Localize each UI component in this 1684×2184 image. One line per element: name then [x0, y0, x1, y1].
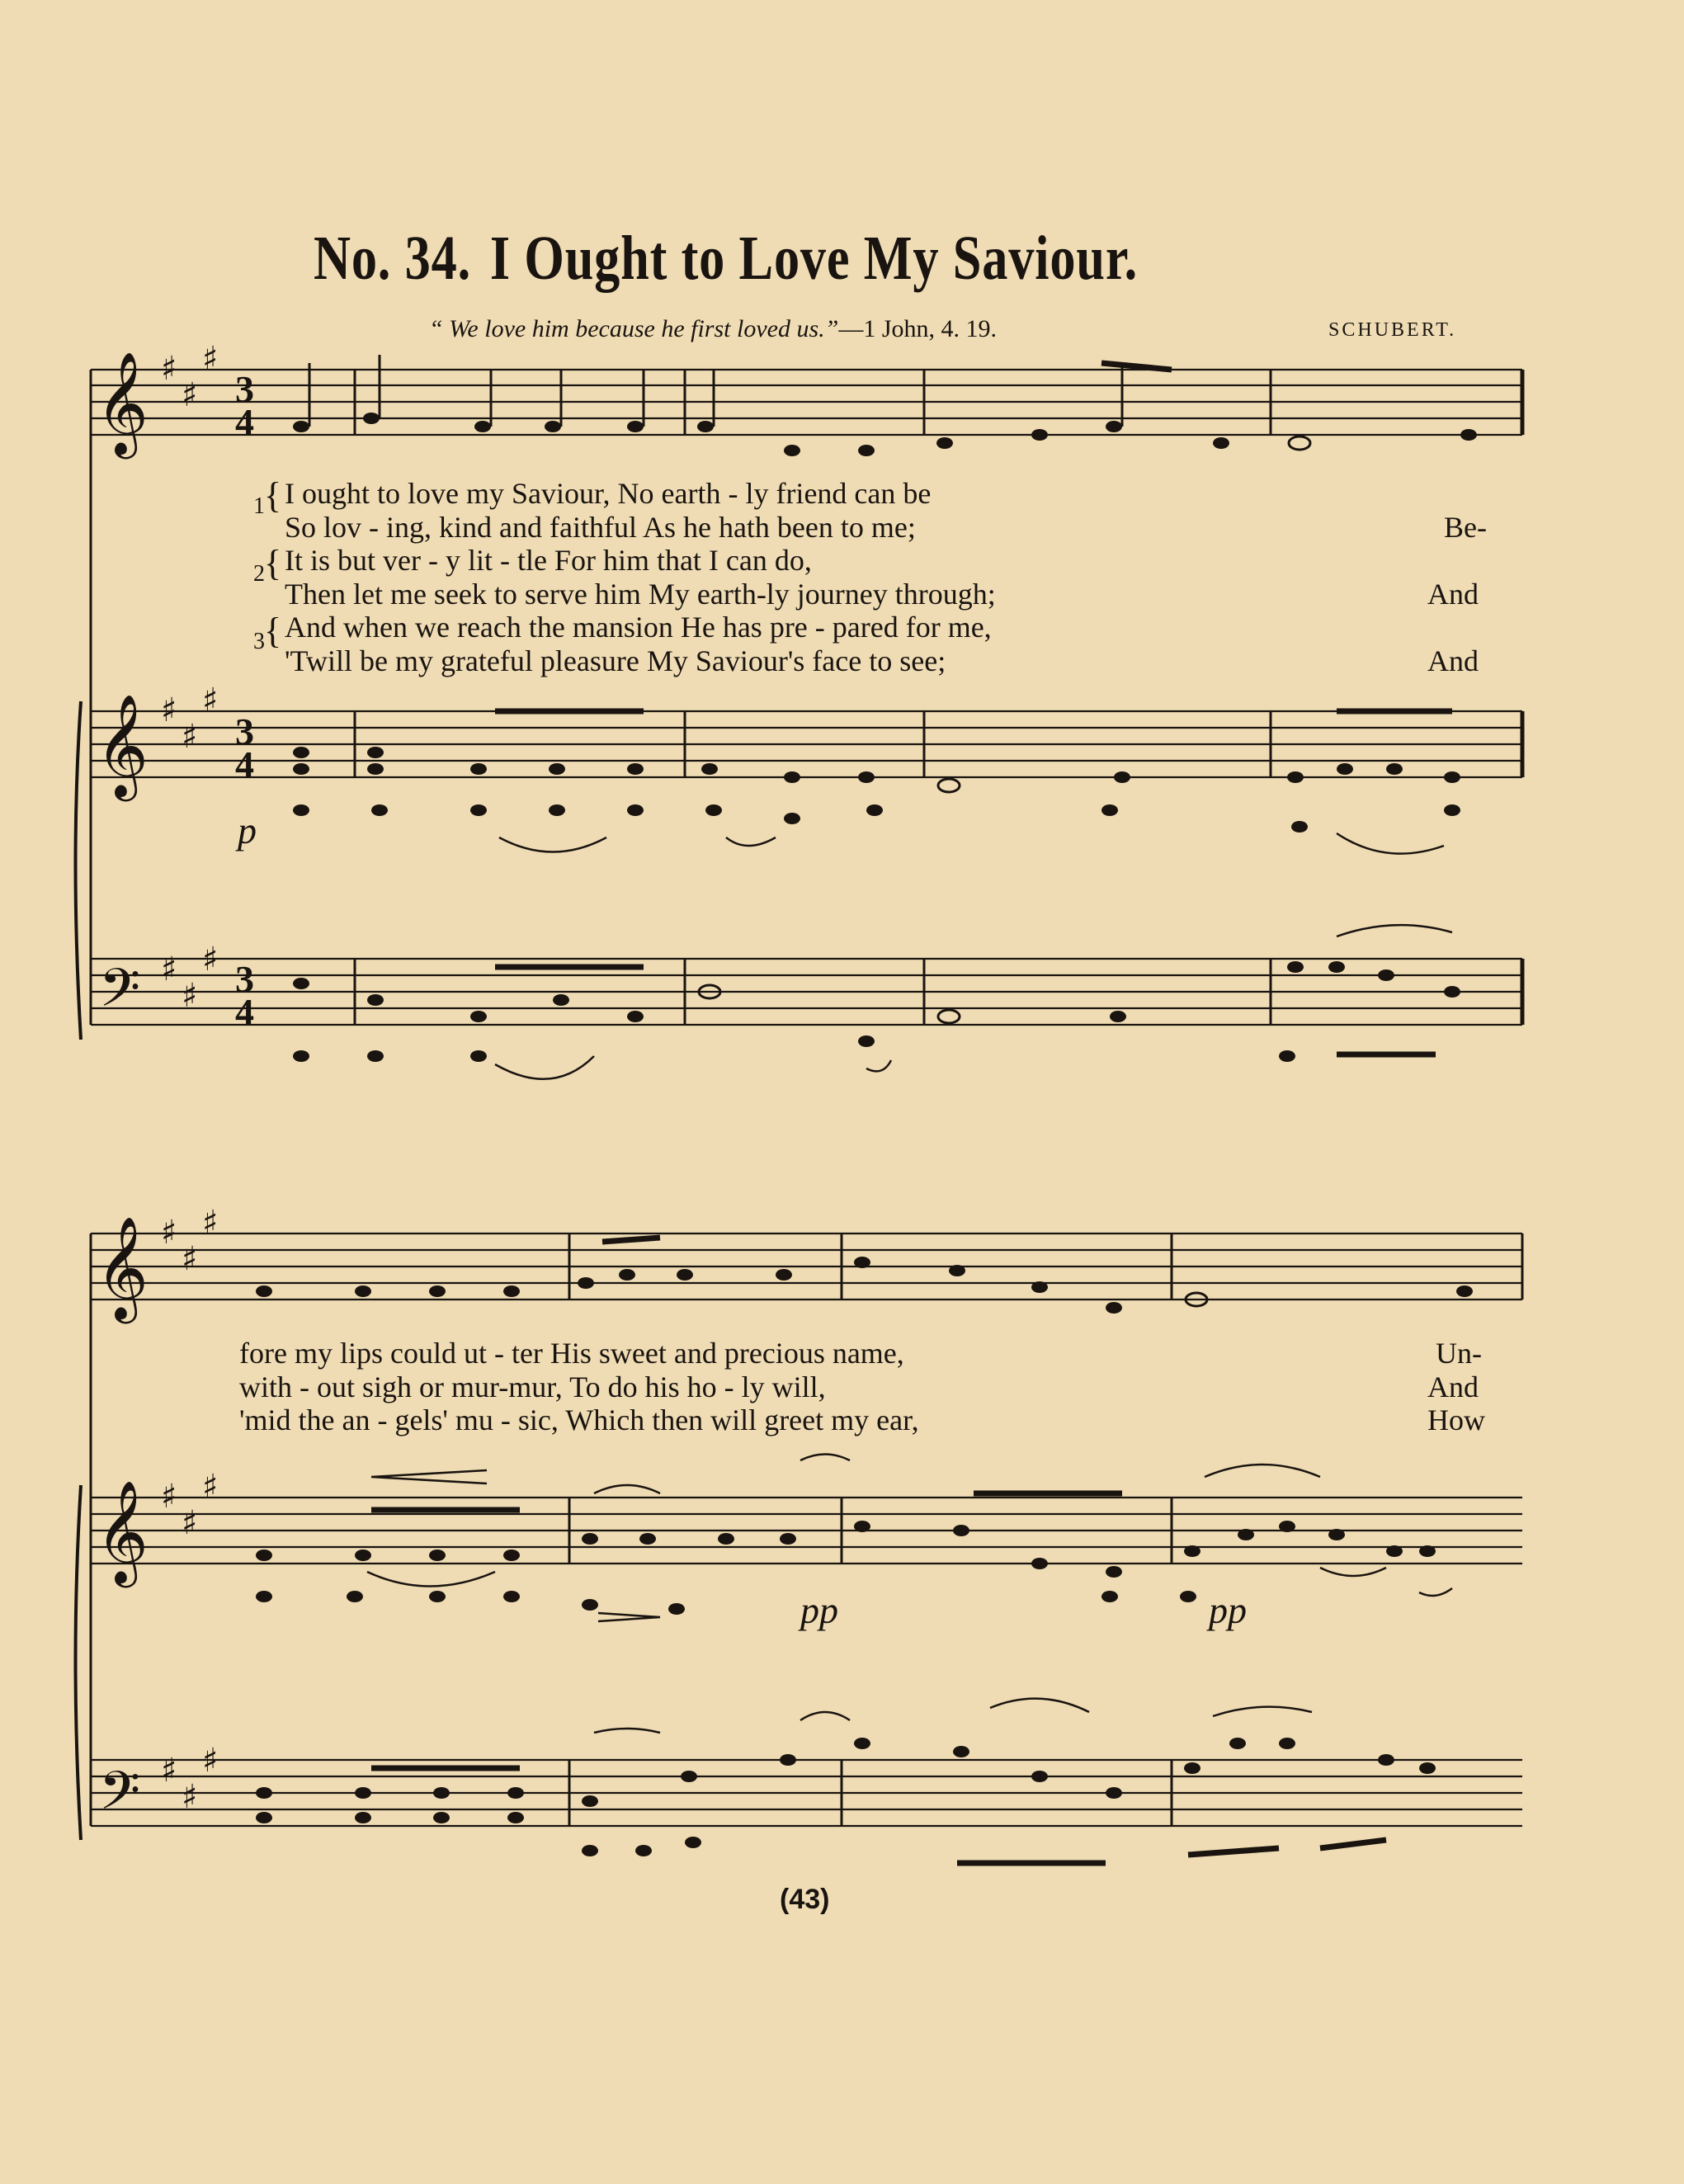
- lyric-text: Then let me seek to serve him My earth-ly journey through;: [285, 577, 996, 611]
- svg-text:♯: ♯: [161, 691, 177, 729]
- dynamic-marking: pp: [1209, 1589, 1247, 1631]
- svg-text:♯: ♯: [182, 1240, 198, 1278]
- composer: SCHUBERT.: [1328, 319, 1457, 341]
- svg-text:♯: ♯: [161, 1478, 177, 1516]
- svg-text:♯: ♯: [202, 941, 219, 979]
- time-signature: [235, 368, 254, 1033]
- epigraph-reference: —1 John, 4. 19.: [838, 315, 998, 342]
- svg-text:♯: ♯: [161, 1752, 177, 1790]
- verse-number: 2: [253, 561, 265, 587]
- svg-text:4: 4: [235, 991, 254, 1033]
- svg-text:♯: ♯: [202, 1468, 219, 1506]
- staff-piano-treble-2: [91, 1498, 1522, 1564]
- lyric-line: [285, 511, 1506, 545]
- svg-text:3: 3: [235, 958, 254, 1000]
- lyric-text: And when we reach the mansion He has pre - pared for me,: [285, 611, 992, 644]
- svg-text:3: 3: [235, 710, 254, 752]
- lyrics-system-2: [239, 1337, 1518, 1437]
- system-braces: [76, 701, 82, 1840]
- staff-piano-bass-1: [91, 959, 1522, 1025]
- treble-clef-icon: 𝄞: [96, 1480, 149, 1583]
- page-number: (43): [780, 1884, 830, 1915]
- lyric-text: It is but ver - y lit - tle For him that I can do,: [285, 544, 812, 577]
- dynamic-marking: p: [238, 809, 257, 851]
- svg-text:♯: ♯: [182, 977, 198, 1015]
- key-sharps: [161, 340, 218, 1816]
- hymn-number: No. 34.: [314, 224, 471, 293]
- lyric-text: fore my lips could ut - ter His sweet and precious name,: [239, 1337, 904, 1370]
- clefs-and-signatures: [96, 340, 254, 1835]
- lyric-line: [285, 477, 1506, 511]
- treble-clef-icon: 𝄞: [96, 351, 149, 455]
- lyric-line: [239, 1403, 1518, 1437]
- lyric-line: [239, 1337, 1518, 1370]
- lyric-text: with - out sigh or mur-mur, To do his ho - ly will,: [239, 1370, 826, 1403]
- svg-text:♯: ♯: [202, 340, 219, 378]
- svg-text:4: 4: [235, 743, 254, 785]
- verse-number: 1: [253, 493, 265, 519]
- lyric-line: [285, 611, 1506, 644]
- svg-text:3: 3: [235, 368, 254, 410]
- svg-text:♯: ♯: [161, 350, 177, 388]
- svg-text:♯: ♯: [182, 718, 198, 756]
- lyric-text: I ought to love my Saviour, No earth - ly friend can be: [285, 477, 932, 510]
- lyrics-system-1: [285, 477, 1506, 677]
- svg-text:4: 4: [235, 401, 254, 443]
- svg-text:♯: ♯: [161, 1214, 177, 1252]
- svg-text:♯: ♯: [182, 1778, 198, 1816]
- epigraph-quote: “ We love him because he first loved us.”: [429, 315, 839, 342]
- lyric-tail: Be-: [1444, 510, 1487, 544]
- lyric-tail: Un-: [1436, 1337, 1482, 1370]
- verse-brace: {: [264, 475, 282, 516]
- lyric-tail: How: [1427, 1403, 1485, 1436]
- bass-clef-icon: 𝄢: [99, 1761, 141, 1835]
- lyric-line: [239, 1370, 1518, 1404]
- lyric-tail: And: [1427, 1370, 1479, 1403]
- treble-clef-icon: 𝄞: [96, 694, 149, 797]
- svg-text:♯: ♯: [202, 1742, 219, 1780]
- svg-text:♯: ♯: [202, 682, 219, 719]
- svg-text:♯: ♯: [182, 1504, 198, 1542]
- treble-clef-icon: 𝄞: [96, 1216, 149, 1319]
- lyric-line: [285, 578, 1506, 611]
- staff-piano-bass-2: [91, 1760, 1522, 1826]
- lyric-tail: And: [1427, 577, 1479, 611]
- bass-clef-icon: 𝄢: [99, 958, 141, 1032]
- lyric-line: [285, 544, 1506, 578]
- lyric-tail: And: [1427, 644, 1479, 677]
- lyric-line: [285, 644, 1506, 678]
- hymn-title: I Ought to Love My Saviour.: [489, 224, 1139, 293]
- dynamic-marking: pp: [800, 1589, 838, 1631]
- verse-brace: {: [264, 611, 282, 651]
- svg-text:♯: ♯: [182, 376, 198, 414]
- staff-soprano-2: [91, 1234, 1522, 1300]
- verse-brace: {: [264, 543, 282, 583]
- svg-text:♯: ♯: [202, 1204, 219, 1242]
- lyric-text: 'Twill be my grateful pleasure My Saviour's face to see;: [285, 644, 946, 677]
- verse-number: 3: [253, 629, 265, 654]
- lyric-text: 'mid the an - gels' mu - sic, Which then will greet my ear,: [239, 1403, 919, 1436]
- svg-text:♯: ♯: [161, 950, 177, 988]
- lyric-text: So lov - ing, kind and faithful As he hath been to me;: [285, 510, 916, 544]
